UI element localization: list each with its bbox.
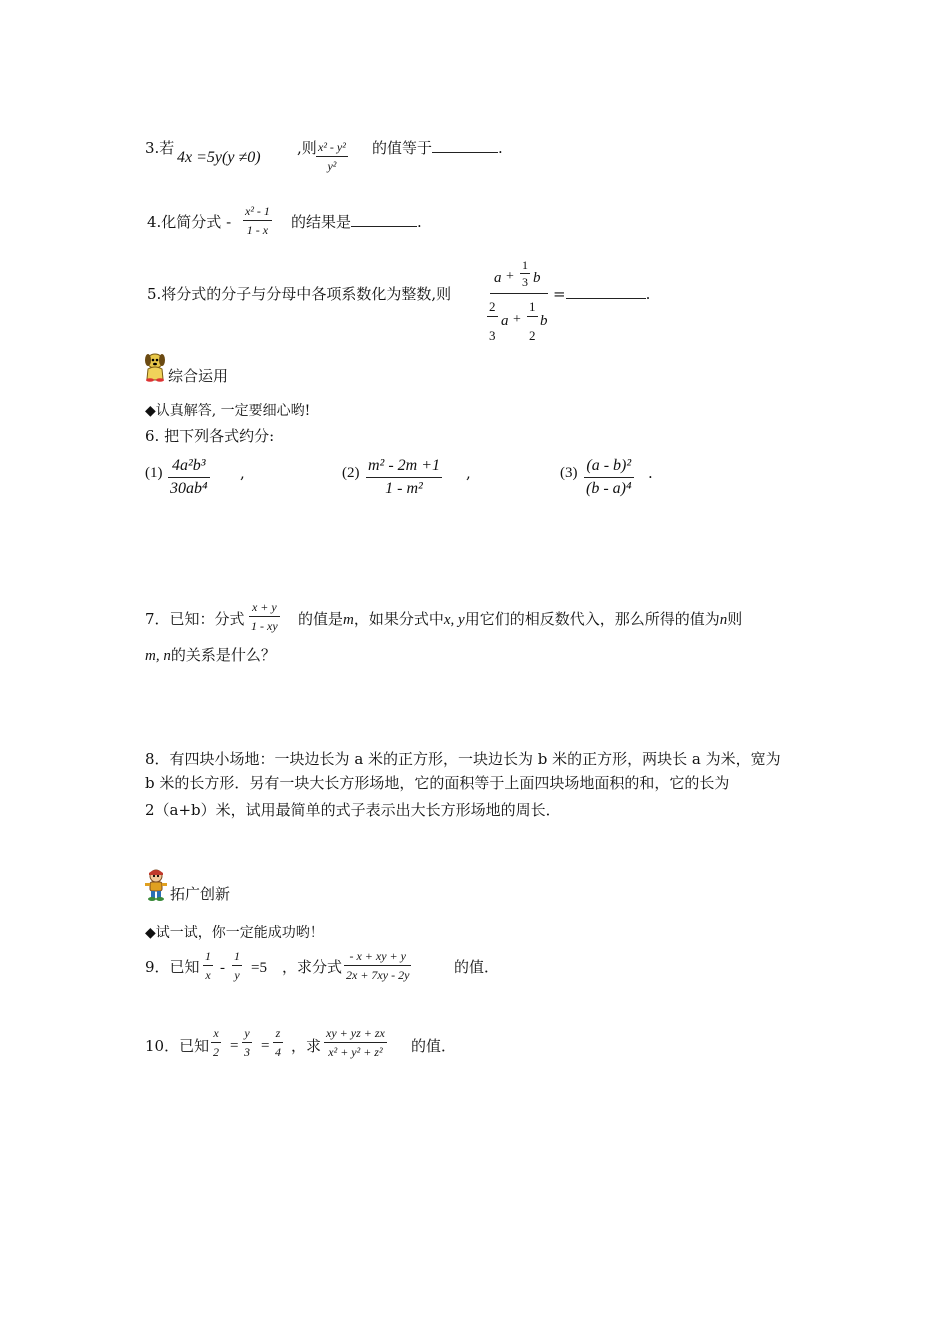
q6-part1-denominator: 30ab⁴: [170, 480, 208, 497]
section-title-apply: 综合运用: [168, 367, 229, 385]
q5-two-b: 2: [529, 328, 536, 343]
q5-a-bottom: a: [501, 313, 509, 329]
q7-rest: [298, 612, 742, 628]
q3-then: ,则: [297, 139, 317, 157]
q6-part1-fraction: [168, 458, 210, 497]
q6-part3-label: (3): [560, 465, 578, 481]
q7-fraction: [249, 601, 280, 632]
q5-bar-b: [527, 316, 538, 317]
q10-b-numerator: y: [244, 1026, 250, 1040]
q5-bar-a: [487, 316, 498, 317]
q5-complex-fraction: [486, 258, 550, 346]
q10-fraction-z: [273, 1027, 283, 1058]
q9-fraction-main: [344, 950, 411, 981]
q3-denominator: y²: [327, 159, 337, 173]
q6-part3-denominator: (b - a)⁴: [586, 480, 632, 497]
q7-xy: x, y: [443, 612, 465, 628]
q7-rest3: 则: [727, 610, 743, 628]
q4-denominator: 1 - x: [246, 223, 269, 237]
q5-prefix: 5.将分式的分子与分母中各项系数化为整数,则: [147, 285, 452, 303]
q6-part3-fraction: [584, 458, 634, 497]
q7-rest-text: ，如果分式中: [353, 610, 444, 628]
q10-a-denominator: 2: [213, 1045, 219, 1059]
cartoon-boy-icon: [144, 868, 168, 902]
q5-plus-top: +: [506, 269, 514, 284]
q9-f2-numerator: 1: [234, 949, 240, 963]
q10-a-numerator: x: [213, 1026, 219, 1040]
q6-part1-label: (1): [145, 465, 163, 481]
q4-end: .: [417, 213, 422, 231]
q5-one-b: 1: [529, 299, 536, 314]
q5-three-a: 3: [489, 328, 496, 343]
q10-b-denominator: 3: [244, 1045, 250, 1059]
section-intro-expand: ◆试一试，你一定能成功哟！: [145, 925, 324, 941]
q6-title: 6. 把下列各式约分:: [145, 427, 275, 445]
q3-numerator: x² - y²: [318, 140, 346, 154]
q5-bar-top: [520, 273, 530, 274]
q6-part2-numerator: m² - 2m +1: [368, 457, 441, 474]
q5-main-bar: [490, 293, 548, 294]
q7-mid: 的值是: [298, 610, 344, 628]
q9-prefix: 9．已知: [145, 958, 200, 976]
q10-fraction-main: [324, 1027, 387, 1058]
q6-part1-sep: ,: [240, 464, 245, 482]
q10-numerator: xy + yz + zx: [326, 1026, 385, 1040]
q9-f1-numerator: 1: [205, 949, 211, 963]
q9-fraction-2: [232, 950, 242, 981]
q5-end: .: [645, 285, 651, 303]
q6-part2-sep: ,: [466, 464, 471, 482]
q6-part3-numerator: (a - b)²: [586, 457, 632, 474]
q5-two-a: 2: [489, 299, 496, 314]
q9-numerator: - x + xy + y: [349, 949, 406, 963]
q9-f2-denominator: y: [234, 968, 240, 982]
q5-plus-bottom: +: [513, 312, 521, 327]
q9-fraction-1: [203, 950, 213, 981]
q7-line2: [145, 648, 276, 664]
q10-eq-1: =: [230, 1038, 239, 1054]
q9-f1-denominator: x: [205, 968, 211, 982]
q7-prefix: 7．已知：分式: [145, 610, 245, 628]
q10-mid: ，求: [291, 1037, 322, 1055]
q5-equals: =: [553, 285, 566, 303]
q10-fraction-x: [211, 1027, 221, 1058]
q4-suffix-text: 的结果是: [291, 213, 352, 231]
q6-part1-numerator: 4a²b³: [171, 457, 206, 474]
q8-line3: 2（a+b）米，试用最简单的式子表示出大长方形场地的周长．: [145, 801, 561, 819]
q8-line2: b 米的长方形．另有一块大长方形场地，它的面积等于上面四块场地面积的和，它的长为: [145, 774, 730, 792]
q9-minus: -: [220, 960, 225, 976]
q10-fraction-y: [242, 1027, 252, 1058]
q7-line2-text: 的关系是什么？: [170, 646, 276, 664]
q10-denominator: x² + y² + z²: [328, 1045, 383, 1059]
q4-prefix: 4.化简分式 -: [147, 213, 232, 231]
q9-suffix: 的值．: [454, 958, 500, 976]
section-intro-apply: ◆认真解答, 一定要细心哟!: [145, 403, 311, 419]
q6-part3-sep: .: [648, 464, 653, 482]
q10-prefix: 10．已知: [145, 1037, 210, 1055]
q7-mn: m, n: [145, 648, 171, 664]
q9-mid: ，求分式: [282, 958, 343, 976]
q5-three-top: 3: [522, 275, 528, 289]
q3-fraction: [316, 141, 348, 172]
q7-denominator: 1 - xy: [251, 619, 278, 633]
q4-blank: [351, 226, 417, 227]
q10-c-denominator: 4: [275, 1045, 281, 1059]
q5-one-top: 1: [522, 258, 528, 272]
q4-suffix: [291, 215, 422, 230]
q5-suffix: [553, 287, 650, 302]
q3-end: .: [498, 139, 503, 157]
q3-suffix: [372, 141, 503, 156]
q7-rest2: 用它们的相反数代入，那么所得的值为: [464, 610, 720, 628]
q5-b-bottom: b: [540, 313, 548, 329]
cartoon-dog-icon: [144, 352, 166, 382]
q5-b-top: b: [533, 270, 541, 286]
q5-blank: [566, 298, 646, 299]
q3-blank: [432, 152, 498, 153]
q4-numerator: x² - 1: [245, 204, 270, 218]
q9-equals: =5: [251, 960, 267, 976]
q7-numerator: x + y: [251, 600, 277, 614]
q6-part2-fraction: [366, 458, 442, 497]
q5-a-top: a: [494, 270, 502, 286]
q3-prefix: 3.若: [145, 139, 175, 157]
q6-part2-label: (2): [342, 465, 360, 481]
q4-fraction: [243, 205, 272, 236]
q10-eq-2: =: [261, 1038, 270, 1054]
q10-c-numerator: z: [275, 1026, 281, 1040]
q7-n: n: [719, 612, 728, 628]
q3-suffix-text: 的值等于: [372, 139, 433, 157]
q7-m: m: [343, 612, 354, 628]
q8-line1: 8．有四块小场地：一块边长为 a 米的正方形，一块边长为 b 米的正方形，两块长 a 为米，宽为: [145, 750, 781, 768]
q6-part2-denominator: 1 - m²: [385, 480, 423, 497]
q3-condition: 4x =5y(y ≠0): [177, 149, 261, 166]
q9-denominator: 2x + 7xy - 2y: [346, 968, 410, 982]
q10-suffix: 的值．: [411, 1037, 457, 1055]
section-title-expand: 拓广创新: [170, 885, 231, 903]
